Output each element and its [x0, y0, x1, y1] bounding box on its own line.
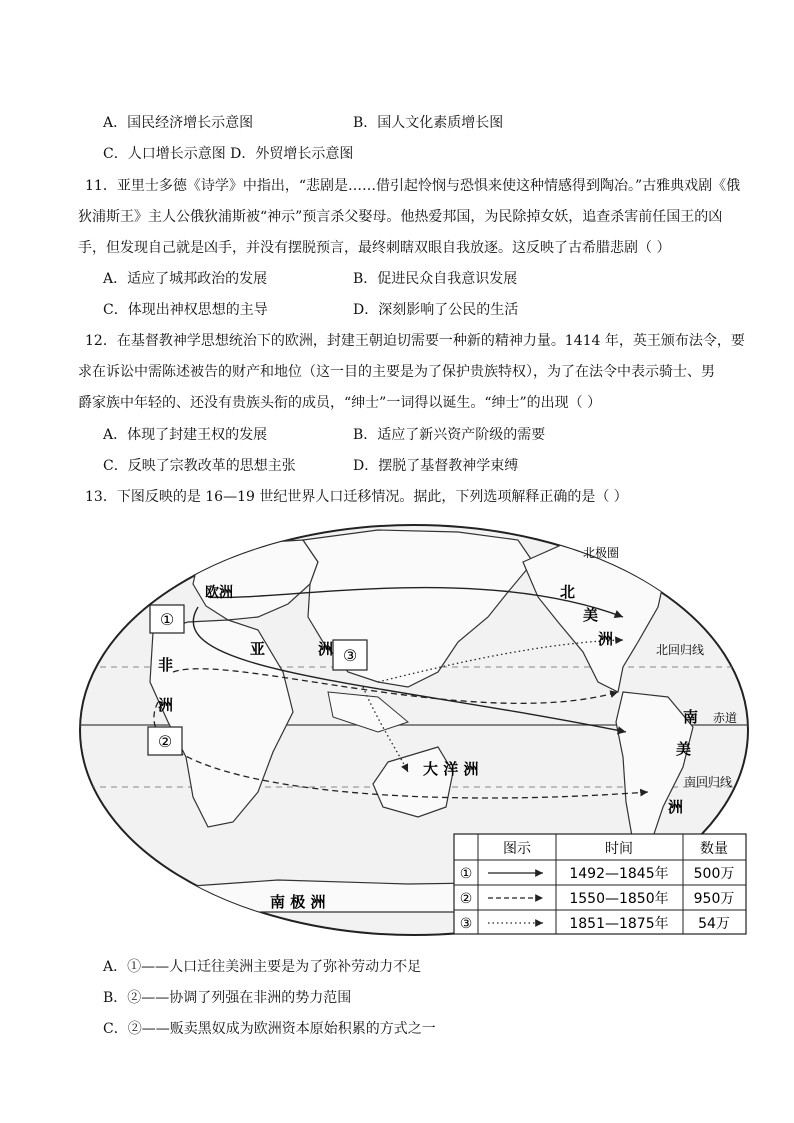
label-africa-2: 洲 [158, 696, 174, 714]
label-antarctica: 南 极 洲 [270, 893, 326, 911]
legend-header-count: 数量 [700, 841, 728, 857]
label-south-america-3: 洲 [668, 798, 684, 816]
svg-text:③: ③ [342, 646, 358, 665]
legend-header-time: 时间 [605, 841, 633, 857]
label-north-america-2: 美 [583, 606, 599, 624]
q11-option-d: D．深刻影响了公民的生活 [353, 302, 519, 318]
label-south-america-1: 南 [683, 708, 699, 726]
label-oceania: 大 洋 洲 [423, 760, 479, 778]
q13-option-b: B．②——协调了列强在非洲的势力范围 [103, 990, 352, 1006]
label-tropic-capricorn: 南回归线 [684, 775, 733, 789]
label-europe: 欧洲 [205, 585, 233, 601]
label-tropic-cancer: 北回归线 [656, 643, 705, 657]
q12-stem-line1: 12．在基督教神学思想统治下的欧洲，封建王朝迫切需要一种新的精神力量。1414 年，英王颁布法令，要 [85, 333, 745, 349]
legend-row-3-count: 54万 [698, 916, 730, 932]
q10-option-cd: C．人口增长示意图 D．外贸增长示意图 [103, 146, 354, 162]
q12-option-b: B．适应了新兴资产阶级的需要 [353, 427, 546, 443]
q11-stem-line2: 狄浦斯王》主人公俄狄浦斯被“神示”预言杀父娶母。他热爱邦国，为民除掉女妖，追查杀害前任国王的凶 [78, 209, 723, 225]
q11-stem-line3: 手，但发现自己就是凶手，并没有摆脱预言，最终刺瞎双眼自我放逐。这反映了古希腊悲剧（ ） [78, 240, 671, 256]
legend-row-1-count: 500万 [693, 866, 735, 882]
label-north-america-3: 洲 [598, 630, 614, 648]
q12-stem-line2: 求在诉讼中需陈述被告的财产和地位（这一目的主要是为了保护贵族特权），为了在法令中表示骑士、男 [78, 364, 715, 380]
q13-stem: 13．下图反映的是 16—19 世纪世界人口迁移情况。据此，下列选项解释正确的是（ ） [85, 489, 628, 505]
q11-option-c: C．体现出神权思想的主导 [103, 302, 268, 318]
svg-text:①: ① [159, 610, 175, 629]
legend-row-1-time: 1492—1845年 [569, 866, 669, 882]
label-africa-1: 非 [158, 656, 174, 674]
q10-option-a: A．国民经济增长示意图 [103, 115, 254, 131]
legend-row-2-time: 1550—1850年 [569, 891, 669, 907]
label-north-america-1: 北 [560, 583, 576, 601]
legend-table [454, 834, 746, 934]
legend-row-1-symbol: ① [459, 866, 473, 882]
migration-map [78, 522, 750, 938]
legend-row-3-symbol: ③ [459, 916, 473, 932]
legend-row-2-symbol: ② [459, 891, 473, 907]
q12-option-a: A．体现了封建王权的发展 [103, 427, 268, 443]
q13-option-c: C．②——贩卖黑奴成为欧洲资本原始积累的方式之一 [103, 1021, 436, 1037]
legend-row-3-time: 1851—1875年 [569, 916, 669, 932]
label-arctic-circle: 北极圈 [583, 546, 620, 560]
legend-header-symbol: 图示 [503, 841, 531, 857]
q12-option-d: D．摆脱了基督教神学束缚 [353, 458, 519, 474]
marker-3 [333, 640, 367, 670]
marker-2 [148, 727, 182, 755]
svg-text:②: ② [157, 732, 173, 751]
q11-option-b: B．促进民众自我意识发展 [353, 271, 518, 287]
label-equator: 赤道 [713, 711, 738, 725]
label-asia-2: 洲 [318, 640, 334, 658]
q12-option-c: C．反映了宗教改革的思想主张 [103, 458, 296, 474]
legend-row-2-count: 950万 [693, 891, 735, 907]
marker-1 [150, 605, 184, 633]
q11-stem-line1: 11．亚里士多德《诗学》中指出，“悲剧是……借引起怜悯与恐惧来使这种情感得到陶冶。”古雅典戏剧《俄 [85, 178, 741, 194]
q11-option-a: A．适应了城邦政治的发展 [103, 271, 268, 287]
label-south-america-2: 美 [676, 740, 692, 758]
q10-option-b: B．国人文化素质增长图 [353, 115, 504, 131]
q13-option-a: A．①——人口迁往美洲主要是为了弥补劳动力不足 [103, 959, 422, 975]
q12-stem-line3: 爵家族中年轻的、还没有贵族头衔的成员，“绅士”一词得以诞生。“绅士”的出现（ ） [78, 395, 602, 411]
label-asia: 亚 [250, 640, 266, 658]
